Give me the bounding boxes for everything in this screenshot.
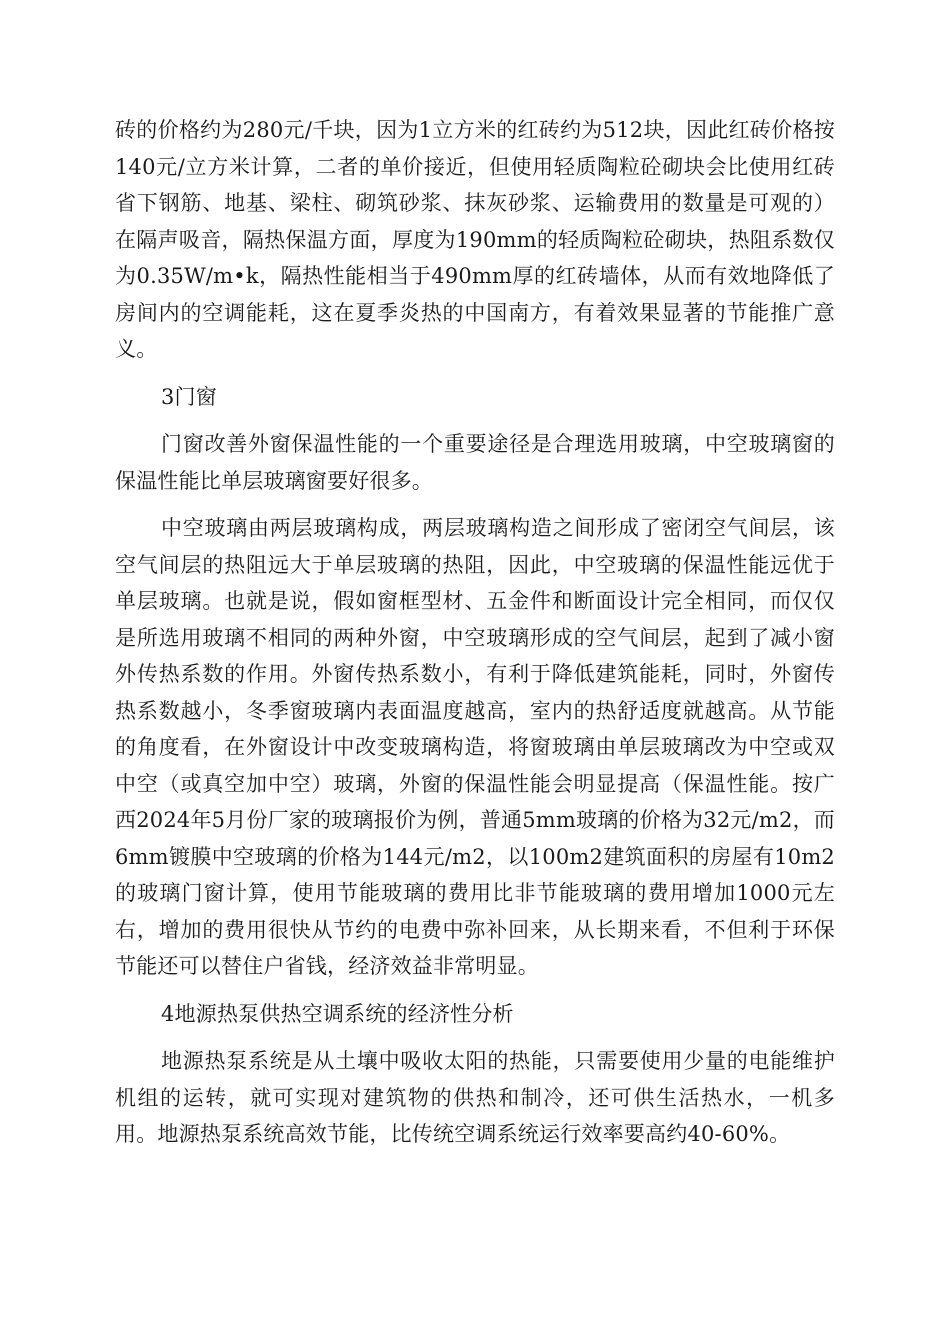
paragraph-window-insulation: 门窗改善外窗保温性能的一个重要途径是合理选用玻璃，中空玻璃窗的保温性能比单层玻璃窗要好很多。: [115, 432, 835, 493]
document-body: [115, 112, 835, 1153]
paragraph-insulated-glass: 中空玻璃由两层玻璃构成，两层玻璃构造之间形成了密闭空气间层，该空气间层的热阻远大于单层玻璃的热阻，因此，中空玻璃的保温性能远优于单层玻璃。也就是说，假如窗框型材、五金件和断面设计完全相同，而仅仅是所选用玻璃不相同的两种外窗，中空玻璃形成的空气间层，起到了减小窗外传热系数的作用。外窗传热系数小，有利于降低建筑能耗，同时，外窗传热系数越小，冬季窗玻璃内表面温度越高，室内的热舒适度就越高。从节能的角度看，在外窗设计中改变玻璃构造，将窗玻璃由单层玻璃改为中空或双中空（或真空加中空）玻璃，外窗的保温性能会明显提高（保温性能。按广西2024年5月份厂家的玻璃报价为例，普通5mm玻璃的价格为32元/m2，而6mm镀膜中空玻璃的价格为144元/m2，以100m2建筑面积的房屋有10m2的玻璃门窗计算，使用节能玻璃的费用比非节能玻璃的费用增加1000元左右，增加的费用很快从节约的电费中弥补回来，从长期来看，不但利于环保节能还可以替住户省钱，经济效益非常明显。: [115, 516, 835, 978]
paragraph-heat-pump-system: 地源热泵系统是从土壤中吸收太阳的热能，只需要使用少量的电能维护机组的运转，就可实现对建筑物的供热和制冷，还可供生活热水，一机多用。地源热泵系统高效节能，比传统空调系统运行效率要高约40-60%。: [115, 1049, 835, 1146]
section-heading-ground-source-heat-pump: 4地源热泵供热空调系统的经济性分析: [161, 1001, 514, 1026]
paragraph-brick-comparison: 砖的价格约为280元/千块，因为1立方米的红砖约为512块，因此红砖价格按140元/立方米计算，二者的单价接近，但使用轻质陶粒砼砌块会比使用红砖省下钢筋、地基、梁柱、砌筑砂浆、抹灰砂浆、运输费用的数量是可观的）在隔声吸音，隔热保温方面，厚度为190mm的轻质陶粒砼砌块，热阻系数仅为0.35W/m•k，隔热性能相当于490mm厚的红砖墙体，从而有效地降低了房间内的空调能耗，这在夏季炎热的中国南方，有着效果显著的节能推广意义。: [115, 118, 835, 361]
section-heading-doors-windows: 3门窗: [161, 384, 217, 409]
